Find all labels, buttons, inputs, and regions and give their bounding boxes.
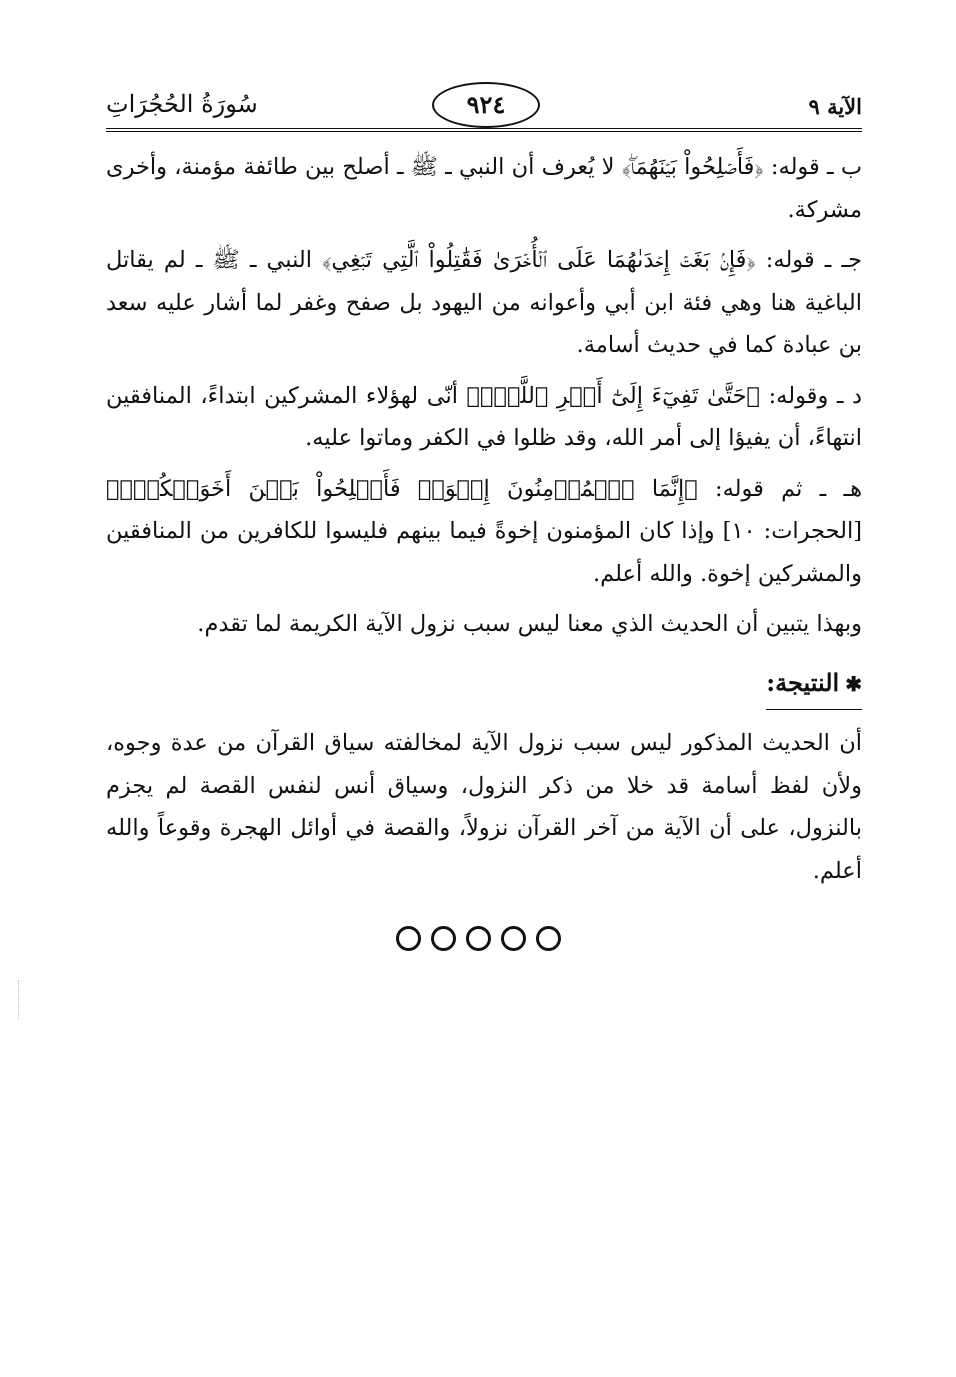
paragraph-h-text: [الحجرات: ١٠] وإذا كان المؤمنون إخوةً فيما بينهم فليسوا للكافرين من المنافقين والمشركين إخوة. والله أعلم. [106, 518, 862, 587]
paragraph-d-quran: ﴿حَتَّىٰ تَفِيٓءَ إِلَىٰٓ أَمۡرِ ٱللَّهِۚ﴾ [466, 382, 761, 409]
paragraph-j-quran: ﴿فَإِنۢ بَغَتۡ إِحۡدَىٰهُمَا عَلَى ٱلۡأُخۡرَىٰ فَقَٰتِلُواْ ٱلَّتِي تَبۡغِي﴾ [322, 247, 756, 273]
ayah-label: الآية ٩ [808, 94, 862, 119]
circle-icon [396, 926, 421, 951]
circle-icon [466, 926, 491, 951]
page-header [106, 82, 862, 132]
page-number: ٩٢٤ [432, 82, 540, 128]
star-icon: ✱ [845, 671, 862, 696]
header-rule-secondary [106, 131, 862, 132]
result-title: النتيجة: [766, 667, 840, 697]
paragraph-h [106, 468, 862, 596]
paragraph-b-text: لا يُعرف أن النبي ـ ﷺ ـ أصلح بين طائفة مؤمنة، وأخرى مشركة. [106, 154, 862, 223]
paragraph-j-text: النبي ـ ﷺ ـ لم يقاتل الباغية هنا وهي فئة ابن أبي وأعوانه من اليهود بل صفح وغفر لما أشار عليه سعد بن عبادة كما في حديث أسامة. [106, 247, 862, 358]
paragraph-b [106, 146, 862, 231]
paragraph-j [106, 239, 862, 367]
paragraph-d-prefix: د ـ وقوله: [760, 382, 863, 409]
paragraph-b-quran: ﴿فَأَصۡلِحُواْ بَيۡنَهُمَاۖ﴾ [621, 154, 764, 180]
page-body [106, 146, 862, 892]
paragraph-h-quran: ﴿إِنَّمَا ٱلۡمُؤۡمِنُونَ إِخۡوَةٞ فَأَصۡلِحُواْ بَيۡنَ أَخَوَيۡكُمۡۚ﴾ [106, 475, 698, 502]
circle-icon [501, 926, 526, 951]
end-ornament [0, 926, 956, 955]
paragraph-j-prefix: جـ ـ قوله: [755, 247, 862, 273]
paragraph-d-text: أنّى لهؤلاء المشركين ابتداءً، المنافقين انتهاءً، أن يفيؤا إلى أمر الله، وقد ظلوا في الكفر وماتوا عليه. [106, 382, 862, 451]
scan-artifact [18, 980, 20, 1020]
conclusion-intro: وبهذا يتبين أن الحديث الذي معنا ليس سبب نزول الآية الكريمة لما تقدم. [197, 611, 862, 637]
paragraph-h-prefix: هـ ـ ثم قوله: [697, 475, 862, 502]
circle-icon [431, 926, 456, 951]
circle-icon [536, 926, 561, 951]
result-heading [766, 662, 862, 711]
paragraph-d [106, 375, 862, 460]
surah-name: سُورَةُ الحُجُرَاتِ [106, 90, 258, 118]
paragraph-b-prefix: ب ـ قوله: [763, 154, 863, 180]
result-text: أن الحديث المذكور ليس سبب نزول الآية لمخالفته سياق القرآن من عدة وجوه، ولأن لفظ أسامة قد خلا من ذكر النزول، وسياق أنس لنفس القصة لم يجزم بالنزول، على أن الآية من آخر القرآن نزولاً، والقصة في أوائل الهجرة وقوعاً والله أعلم. [106, 730, 862, 884]
header-rule [106, 128, 862, 129]
